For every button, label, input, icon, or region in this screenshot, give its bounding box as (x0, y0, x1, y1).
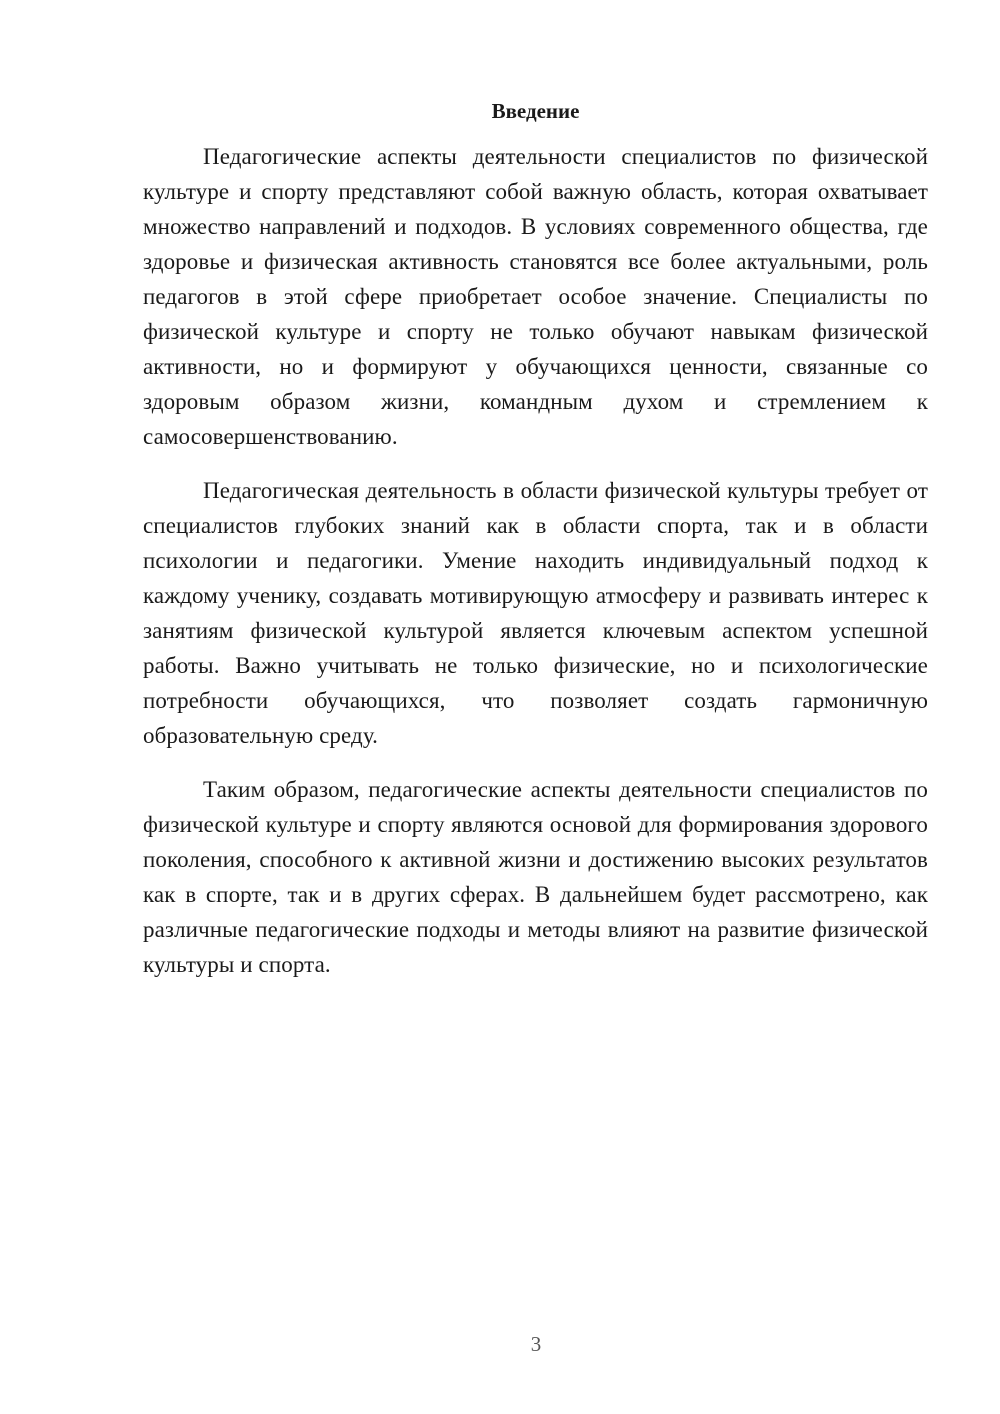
paragraph-3: Таким образом, педагогические аспекты деятельности специалистов по физической культуре и спорту являются основой для формирования здорового поколения, способного к активной жизни и достижению высоких результатов как в спорте, так и в других сферах. В дальнейшем будет рассмотрено, как различные педагогические подходы и методы влияют на развитие физической культуры и спорта. (143, 777, 928, 977)
page-content (143, 96, 928, 1001)
paragraph-1: Педагогические аспекты деятельности специалистов по физической культуре и спорту представляют собой важную область, которая охватывает множество направлений и подходов. В условиях современного общества, где здоровье и физическая активность становятся все более актуальными, роль педагогов в этой сфере приобретает особое значение. Специалисты по физической культуре и спорту не только обучают навыкам физической активности, но и формируют у обучающихся ценности, связанные со здоровым образом жизни, командным духом и стремлением к самосовершенствованию. (143, 144, 928, 449)
paragraph-2: Педагогическая деятельность в области физической культуры требует от специалистов глубоких знаний как в области спорта, так и в области психологии и педагогики. Умение находить индивидуальный подход к каждому ученику, создавать мотивирующую атмосферу и развивать интерес к занятиям физической культурой является ключевым аспектом успешной работы. Важно учитывать не только физические, но и психологические потребности обучающихся, что позволяет создать гармоничную образовательную среду. (143, 478, 928, 748)
page-number: 3 (530, 1332, 542, 1356)
section-title: Введение (491, 99, 580, 123)
